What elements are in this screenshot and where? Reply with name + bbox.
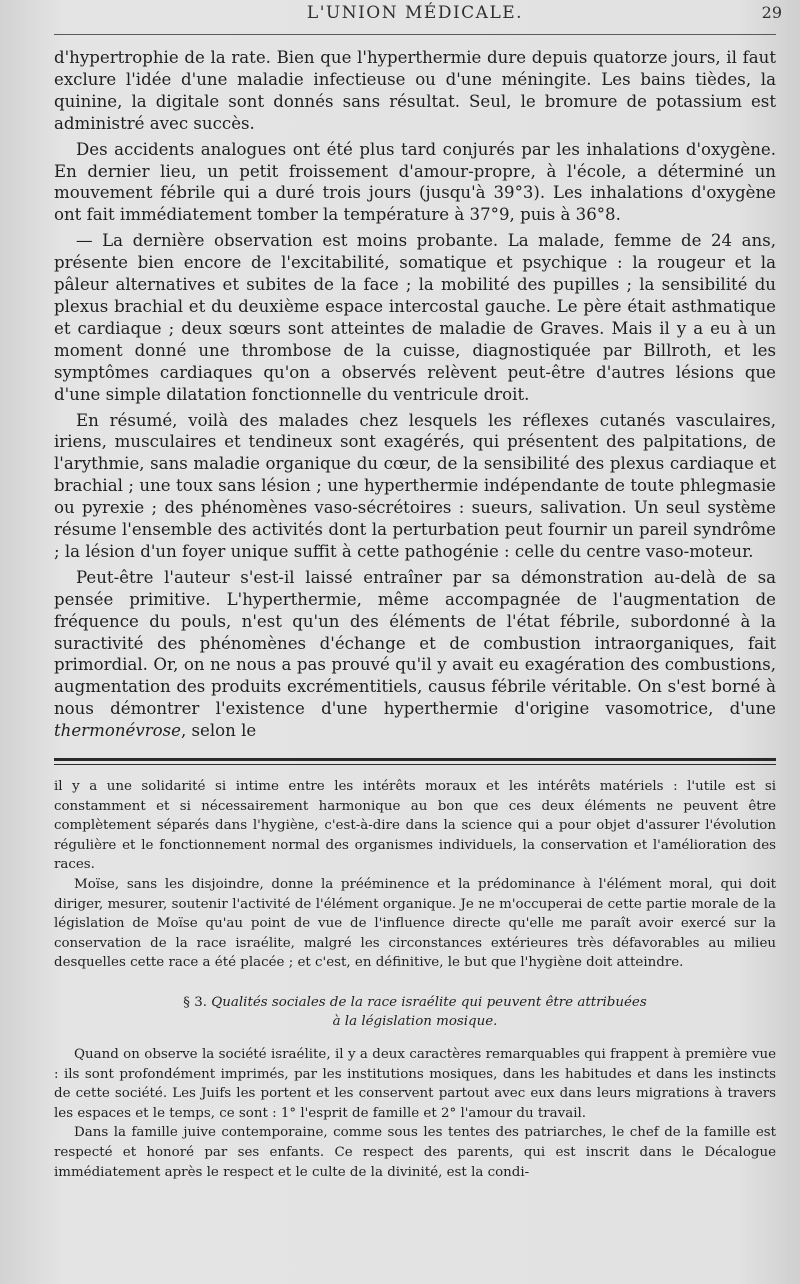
separator-thick-line bbox=[54, 758, 776, 761]
section-title-line: Qualités sociales de la race israélite qui peuvent être attribuées bbox=[211, 995, 647, 1011]
body-paragraph: Des accidents analogues ont été plus tard conjurés par les inhalations d'oxygène. En dernier lieu, un petit froissement d'amour-propre, à l'école, a déterminé un mouvement fébrile qui a duré trois jours (jusqu'à 39°3). Les inhalations d'oxygène ont fait immédiatement tomber la température à 37°9, puis à 36°8. bbox=[54, 139, 776, 225]
section-number: § 3. bbox=[183, 995, 208, 1011]
page-number: 29 bbox=[761, 3, 782, 22]
body-paragraph: — La dernière observation est moins probante. La malade, femme de 24 ans, présente bien encore de l'excitabilité, somatique et psychique : la rougeur et la pâleur alternatives et subites de la face ; la mobilité des pupilles ; la sensibilité du plexus brachial et du deuxième espace intercostal gauche. Le père était asthmatique et cardiaque ; deux sœurs sont atteintes de maladie de Graves. Mais il y a eu à un moment donné une thrombose de la cuisse, diagnostiquée par Billroth, et les symptômes cardiaques qu'on a observés relèvent peut-être d'autres lésions que d'une simple dilatation fonctionnelle du ventricule droit. bbox=[54, 231, 776, 404]
feuilleton-paragraph: Moïse, sans les disjoindre, donne la prééminence et la prédominance à l'élément moral, qui doit diriger, mesurer, soutenir l'activité de l'élément organique. Je ne m'occuperai de cette partie morale de la législation de Moïse qu'au point de vue de l'influence directe qu'elle me paraît avoir exercé sur la conservation de la race israélite, malgré les circonstances extérieures très défavorables au milieu desquelles cette race a été placée ; et c'est, en définitive, le but que l'hygiène doit atteindre. bbox=[54, 877, 776, 971]
body-text-run: , selon le bbox=[180, 721, 257, 741]
page-header bbox=[54, 0, 782, 34]
feuilleton-paragraph: Quand on observe la société israélite, il y a deux caractères remarquables qui frappent à première vue : ils sont profondément imprimés, par les institutions mosiques, dans les habitudes et dans les instincts de cette société. Les Juifs les portent et les conservent partout avec eux dans leurs migrations à travers les espaces et le temps, ce sont : 1° l'esprit de famille et 2° l'amour du travail. bbox=[54, 1047, 776, 1121]
section-heading bbox=[54, 993, 776, 1031]
main-article bbox=[54, 47, 776, 742]
feuilleton-section bbox=[54, 777, 776, 1182]
section-title-line: à la législation mosique. bbox=[332, 1014, 498, 1030]
body-paragraph: d'hypertrophie de la rate. Bien que l'hyperthermie dure depuis quatorze jours, il faut exclure l'idée d'une maladie infectieuse ou d'une méningite. Les bains tièdes, la quinine, la digitale sont donnés sans résultat. Seul, le bromure de potassium est administré avec succès. bbox=[54, 48, 776, 133]
feuilleton-paragraph: il y a une solidarité si intime entre les intérêts moraux et les intérêts matériels : l'utile est si constamment et si nécessairement harmonique au bon que ces deux éléments ne peuvent être complètement séparés dans l'hygiène, c'est-à-dire dans la science qui a pour objet d'assurer l'évolution régulière et le fonctionnement normal des organismes individuels, la conservation et l'amélioration des races. bbox=[54, 779, 776, 873]
body-text-run: Peut-être l'auteur s'est-il laissé entraîner par sa démonstration au-delà de sa pensée primitive. L'hyperthermie, même accompagnée de l'augmentation de fréquence du pouls, n'est qu'un des éléments de l'état fébrile, subordonné à la suractivité des phénomènes d'échange et de combustion intraorganiques, fait primordial. Or, on ne nous a pas prouvé qu'il y avait eu exagération des combustions, augmentation des produits excrémentitiels, causus fébrile véritable. On s'est borné à nous démontrer l'existence d'une hyperthermie d'origine vasomotrice, d'une bbox=[54, 567, 776, 719]
feuilleton-separator bbox=[54, 758, 776, 765]
body-italic-term: thermonévrose bbox=[54, 721, 181, 741]
header-rule bbox=[54, 34, 776, 35]
separator-thin-line bbox=[54, 764, 776, 765]
body-paragraph bbox=[54, 567, 776, 742]
body-paragraph: En résumé, voilà des malades chez lesquels les réflexes cutanés vasculaires, iriens, musculaires et tendineux sont exagérés, qui présentent des palpitations, de l'arythmie, sans maladie organique du cœur, de la sensibilité des plexus cardiaque et brachial ; une toux sans lésion ; une hyperthermie indépendante de toute phlegmasie ou pyrexie ; des phénomènes vaso-sécrétoires : sueurs, salivation. Un seul système résume l'ensemble des activités dont la perturbation peut fournir un pareil syndrôme ; la lésion d'un foyer unique suffit à cette pathogénie : celle du centre vaso-moteur. bbox=[54, 410, 776, 561]
running-title: L'UNION MÉDICALE. bbox=[306, 3, 524, 23]
feuilleton-paragraph: Dans la famille juive contemporaine, comme sous les tentes des patriarches, le chef de la famille est respecté et honoré par ses enfants. Ce respect des parents, qui est inscrit dans le Décalogue immédiatement après le respect et le culte de la divinité, est la condi- bbox=[54, 1125, 776, 1180]
